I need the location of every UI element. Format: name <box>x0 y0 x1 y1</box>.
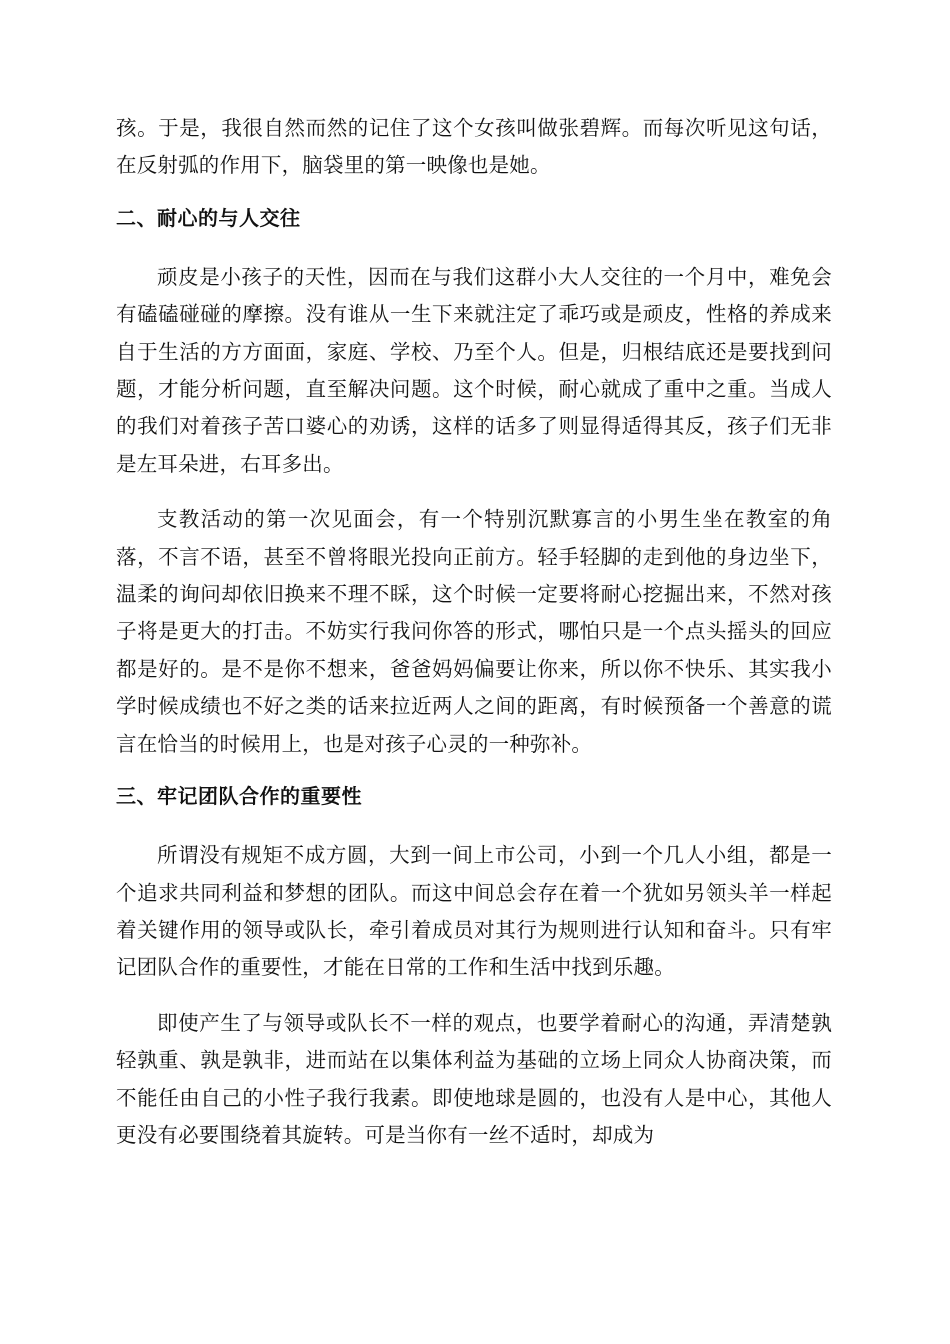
section-heading-teamwork: 三、牢记团队合作的重要性 <box>116 784 362 809</box>
document-page <box>116 110 832 1172</box>
section-heading-patience: 二、耐心的与人交往 <box>116 205 301 230</box>
paragraph: 即使产生了与领导或队长不一样的观点，也要学着耐心的沟通，弄清楚孰轻孰重、孰是孰非，进而站在以集体利益为基础的立场上同众人协商决策，而不能任由自己的小性子我行我素。即使地球是圆的，也没有人是中心，其他人更没有必要围绕着其旋转。可是当你有一丝不适时，却成为 <box>116 1010 832 1147</box>
paragraph: 顽皮是小孩子的天性，因而在与我们这群小大人交往的一个月中，难免会有磕磕碰碰的摩擦。没有谁从一生下来就注定了乖巧或是顽皮，性格的养成来自于生活的方方面面，家庭、学校、乃至个人。但是，归根结底还是要找到问题，才能分析问题，直至解决问题。这个时候，耐心就成了重中之重。当成人的我们对着孩子苦口婆心的劝诱，这样的话多了则显得适得其反，孩子们无非是左耳朵进，右耳多出。 <box>116 264 832 476</box>
paragraph: 支教活动的第一次见面会，有一个特别沉默寡言的小男生坐在教室的角落，不言不语，甚至不曾将眼光投向正前方。轻手轻脚的走到他的身边坐下，温柔的询问却依旧换来不理不睬，这个时候一定要将耐心挖掘出来，不然对孩子将是更大的打击。不妨实行我问你答的形式，哪怕只是一个点头摇头的回应都是好的。是不是你不想来，爸爸妈妈偏要让你来，所以你不快乐、其实我小学时候成绩也不好之类的话来拉近两人之间的距离，有时候预备一个善意的谎言在恰当的时候用上，也是对孩子心灵的一种弥补。 <box>116 507 832 756</box>
paragraph: 所谓没有规矩不成方圆，大到一间上市公司，小到一个几人小组，都是一个追求共同利益和梦想的团队。而这中间总会存在着一个犹如另领头羊一样起着关键作用的领导或队长，牵引着成员对其行为规则进行认知和奋斗。只有牢记团队合作的重要性，才能在日常的工作和生活中找到乐趣。 <box>116 843 832 980</box>
paragraph-continued: 孩。于是，我很自然而然的记住了这个女孩叫做张碧辉。而每次听见这句话，在反射弧的作用下，脑袋里的第一映像也是她。 <box>116 116 832 178</box>
